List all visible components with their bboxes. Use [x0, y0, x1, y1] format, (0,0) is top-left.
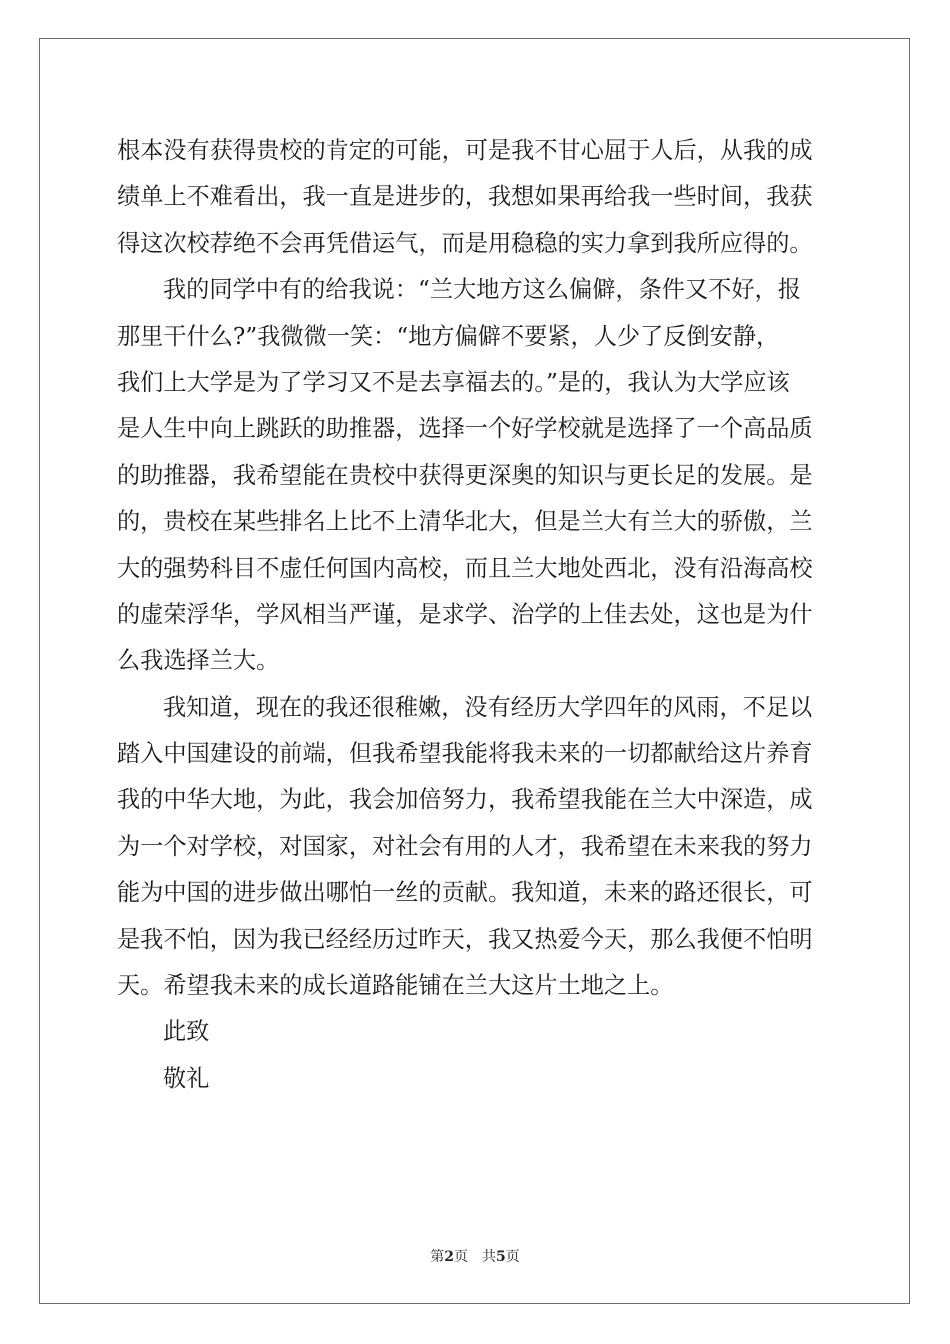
text-line: 的助推器，我希望能在贵校中获得更深奥的知识与更长足的发展。是	[117, 461, 813, 489]
letter-body	[117, 128, 833, 1102]
page-footer	[0, 1247, 950, 1267]
text-line: 的虚荣浮华，学风相当严谨，是求学、治学的上佳去处，这也是为什	[117, 600, 813, 628]
text-line: 根本没有获得贵校的肯定的可能，可是我不甘心屈于人后，从我的成	[117, 137, 813, 164]
footer-total-prefix: 共	[482, 1249, 496, 1265]
footer-page-suffix: 页	[454, 1249, 468, 1265]
text-line: 那里干什么?”我微微一笑：“地方偏僻不要紧，人少了反倒安静，	[117, 322, 780, 350]
text-line: 能为中国的进步做出哪怕一丝的贡献。我知道，未来的路还很长，可	[117, 879, 813, 907]
text-line: 是我不怕，因为我已经经历过昨天，我又热爱今天，那么我便不怕明	[117, 925, 813, 953]
text-line: 我的同学中有的给我说：“兰大地方这么偏僻，条件又不好，报	[163, 276, 801, 304]
text-line: 踏入中国建设的前端，但我希望我能将我未来的一切都献给这片养育	[117, 740, 813, 768]
text-line: 敬礼	[163, 1064, 210, 1092]
text-line: 天。希望我未来的成长道路能铺在兰大这片土地之上。	[117, 972, 674, 1000]
text-line: 我的中华大地，为此，我会加倍努力，我希望我能在兰大中深造，成	[117, 786, 813, 814]
text-line: 得这次校荐绝不会再凭借运气，而是用稳稳的实力拿到我所应得的。	[117, 229, 813, 257]
text-line: 此致	[163, 1018, 210, 1046]
text-line: 是人生中向上跳跃的助推器，选择一个好学校就是选择了一个高品质	[117, 415, 813, 443]
current-page-number: 2	[444, 1249, 454, 1265]
text-line: 我知道，现在的我还很稚嫩，没有经历大学四年的风雨，不足以	[163, 693, 813, 721]
text-line: 么我选择兰大。	[117, 647, 280, 675]
total-page-count: 5	[496, 1249, 506, 1265]
text-line: 大的强势科目不虚任何国内高校，而且兰大地处西北，没有沿海高校	[117, 554, 813, 582]
footer-prefix: 第	[430, 1249, 445, 1265]
text-line: 的，贵校在某些排名上比不上清华北大，但是兰大有兰大的骄傲，兰	[117, 508, 813, 536]
footer-total-suffix: 页	[505, 1249, 520, 1265]
text-line: 我们上大学是为了学习又不是去享福去的。”是的，我认为大学应该	[117, 368, 790, 396]
text-line: 为一个对学校，对国家，对社会有用的人才，我希望在未来我的努力	[117, 832, 813, 860]
text-line: 绩单上不难看出，我一直是进步的，我想如果再给我一些时间，我获	[117, 183, 813, 211]
